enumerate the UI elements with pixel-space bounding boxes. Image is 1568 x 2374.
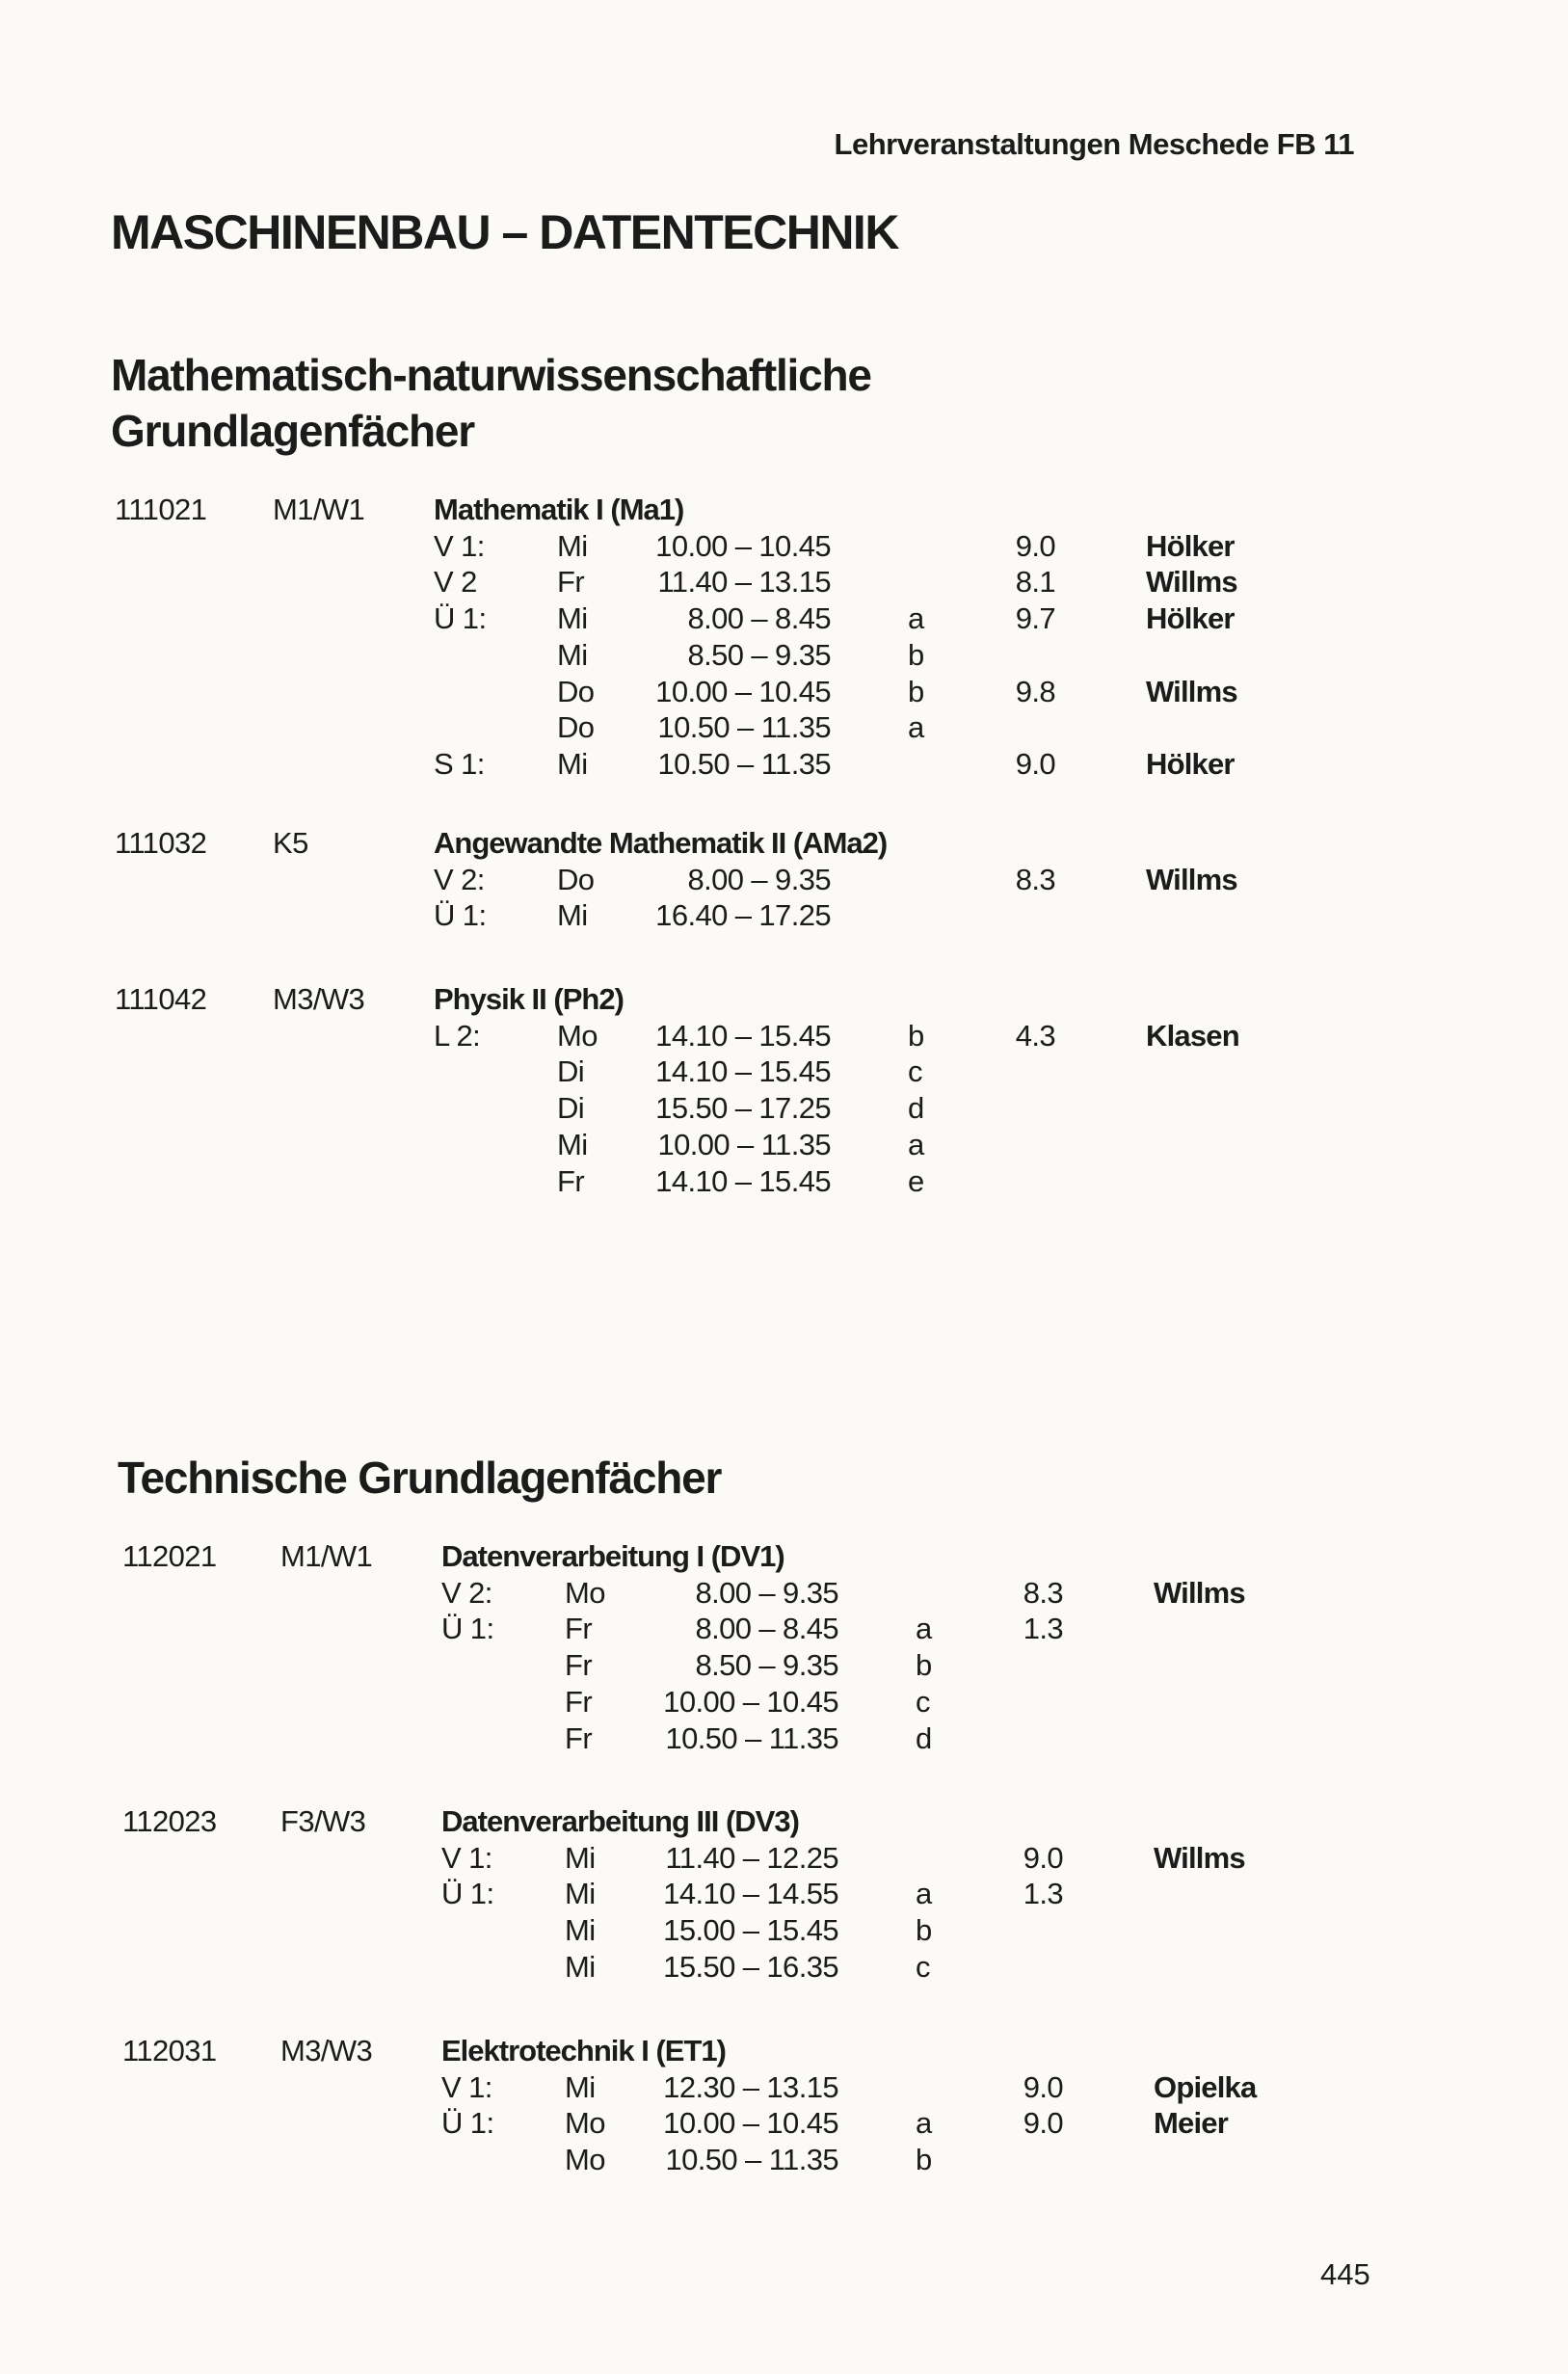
session-type: Ü 1: (441, 1877, 494, 1911)
weekday: Mi (565, 1877, 596, 1911)
schedule-row (0, 1090, 1568, 1127)
course-kind: M1/W1 (273, 493, 365, 526)
schedule-row (8, 2105, 1568, 2142)
session-type: V 2 (434, 565, 477, 600)
schedule-row (0, 862, 1568, 898)
group: c (908, 1054, 922, 1089)
course-kind: M3/W3 (280, 2034, 373, 2067)
section-title (111, 347, 871, 459)
weekday: Fr (565, 1612, 593, 1646)
course-title: Datenverarbeitung I (DV1) (441, 1539, 784, 1573)
group: d (916, 1720, 932, 1755)
room: 1.3 (1023, 1877, 1063, 1911)
room: 9.0 (1023, 2069, 1063, 2104)
group: a (908, 1127, 924, 1161)
running-head: Lehrveranstaltungen Meschede FB 11 (834, 127, 1354, 161)
course-code: 111042 (115, 982, 207, 1016)
weekday: Do (557, 710, 595, 745)
group: a (916, 1612, 932, 1646)
weekday: Mi (565, 1840, 596, 1875)
course-title: Elektrotechnik I (ET1) (441, 2034, 726, 2067)
time-range: 10.00 – 10.45 (655, 674, 831, 708)
weekday: Fr (557, 1163, 585, 1198)
group: b (908, 1018, 924, 1053)
course-kind: K5 (273, 826, 308, 860)
session-type: L 2: (434, 1018, 481, 1053)
course-title: Mathematik I (Ma1) (434, 493, 684, 526)
session-type: S 1: (434, 746, 485, 781)
schedule-row (0, 564, 1568, 600)
group: a (908, 710, 924, 745)
schedule-row (0, 709, 1568, 746)
weekday: Mo (565, 2106, 605, 2141)
weekday: Mi (565, 2069, 596, 2104)
schedule-row (0, 637, 1568, 674)
time-range: 10.50 – 11.35 (657, 746, 831, 781)
lecturer: Willms (1146, 674, 1237, 708)
weekday: Mi (557, 637, 588, 672)
lecturer: Hölker (1146, 601, 1235, 636)
room: 8.3 (1023, 1575, 1063, 1610)
group: a (916, 2106, 932, 2141)
time-range: 8.00 – 9.35 (687, 862, 831, 896)
section-title-line: Mathematisch-naturwissenschaftliche (111, 350, 871, 400)
schedule-row (8, 1611, 1568, 1647)
time-range: 10.50 – 11.35 (665, 2143, 838, 2177)
weekday: Di (557, 1091, 585, 1126)
schedule-row (8, 1720, 1568, 1757)
weekday: Mo (565, 2143, 605, 2177)
room: 9.0 (1023, 2106, 1063, 2141)
session-type: V 2: (441, 1575, 492, 1610)
lecturer: Meier (1154, 2106, 1228, 2141)
weekday: Mi (557, 746, 588, 781)
page-number: 445 (1320, 2257, 1370, 2291)
time-range: 15.50 – 17.25 (655, 1091, 831, 1126)
lecturer: Willms (1154, 1840, 1245, 1875)
time-range: 10.00 – 11.35 (657, 1127, 831, 1161)
weekday: Mo (557, 1018, 598, 1053)
time-range: 11.40 – 13.15 (657, 565, 831, 600)
group: c (916, 1684, 930, 1719)
weekday: Mi (557, 601, 588, 636)
room: 4.3 (1015, 1018, 1055, 1053)
time-range: 10.50 – 11.35 (657, 710, 831, 745)
room: 9.0 (1015, 746, 1055, 781)
weekday: Fr (565, 1684, 593, 1719)
schedule-row (0, 674, 1568, 710)
time-range: 8.00 – 8.45 (687, 601, 831, 636)
lecturer: Willms (1146, 565, 1237, 600)
schedule-row (0, 897, 1568, 934)
time-range: 15.50 – 16.35 (663, 1949, 838, 1984)
lecturer: Hölker (1146, 528, 1235, 563)
time-range: 14.10 – 15.45 (655, 1054, 831, 1089)
weekday: Mi (557, 528, 588, 563)
schedule-row (0, 746, 1568, 783)
session-type: Ü 1: (434, 601, 487, 636)
session-type: V 1: (434, 528, 485, 563)
time-range: 10.00 – 10.45 (663, 1684, 838, 1719)
course-code: 111021 (115, 493, 207, 526)
group: c (916, 1949, 930, 1984)
group: a (916, 1877, 932, 1911)
weekday: Mi (557, 898, 588, 933)
weekday: Mo (565, 1575, 605, 1610)
course-code: 112021 (122, 1539, 217, 1573)
time-range: 16.40 – 17.25 (655, 898, 831, 933)
room: 9.0 (1015, 528, 1055, 563)
lecturer: Willms (1154, 1575, 1245, 1610)
course-kind: M3/W3 (273, 982, 365, 1016)
group: a (908, 601, 924, 636)
schedule-row (0, 528, 1568, 565)
group: e (908, 1163, 924, 1198)
room: 8.3 (1015, 862, 1055, 896)
time-range: 8.00 – 8.45 (695, 1612, 838, 1646)
schedule-row (8, 1876, 1568, 1912)
group: d (908, 1091, 924, 1126)
course-title: Datenverarbeitung III (DV3) (441, 1804, 799, 1838)
weekday: Di (557, 1054, 585, 1089)
section-title (118, 1450, 721, 1506)
room: 9.8 (1015, 674, 1055, 708)
session-type: Ü 1: (434, 898, 487, 933)
room: 9.7 (1015, 601, 1055, 636)
time-range: 8.50 – 9.35 (687, 637, 831, 672)
weekday: Mi (557, 1127, 588, 1161)
session-type: Ü 1: (441, 2106, 494, 2141)
time-range: 15.00 – 15.45 (663, 1913, 838, 1948)
schedule-row (8, 1949, 1568, 1986)
lecturer: Opielka (1154, 2069, 1257, 2104)
group: b (916, 1913, 932, 1948)
session-type: V 1: (441, 1840, 492, 1875)
weekday: Fr (565, 1648, 593, 1683)
group: b (916, 2143, 932, 2177)
schedule-row (8, 1647, 1568, 1684)
weekday: Do (557, 674, 595, 708)
weekday: Fr (557, 565, 585, 600)
time-range: 14.10 – 15.45 (655, 1163, 831, 1198)
schedule-row (0, 1127, 1568, 1163)
time-range: 10.00 – 10.45 (663, 2106, 838, 2141)
course-title: Physik II (Ph2) (434, 982, 624, 1016)
section-title-line: Grundlagenfächer (111, 406, 474, 456)
course-code: 112023 (122, 1804, 217, 1838)
group: b (908, 637, 924, 672)
time-range: 10.00 – 10.45 (655, 528, 831, 563)
session-type: V 2: (434, 862, 485, 896)
weekday: Mi (565, 1949, 596, 1984)
time-range: 11.40 – 12.25 (665, 1840, 838, 1875)
session-type: Ü 1: (441, 1612, 494, 1646)
time-range: 8.00 – 9.35 (695, 1575, 838, 1610)
schedule-row (0, 1054, 1568, 1090)
section-title-line: Technische Grundlagenfächer (118, 1453, 722, 1503)
room: 1.3 (1023, 1612, 1063, 1646)
time-range: 10.50 – 11.35 (665, 1720, 838, 1755)
schedule-row (8, 1684, 1568, 1720)
time-range: 14.10 – 14.55 (663, 1877, 838, 1911)
session-type: V 1: (441, 2069, 492, 2104)
schedule-row (8, 1840, 1568, 1877)
schedule-row (8, 1912, 1568, 1949)
time-range: 14.10 – 15.45 (655, 1018, 831, 1053)
course-kind: M1/W1 (280, 1539, 373, 1573)
schedule-row (0, 1163, 1568, 1200)
schedule-row (8, 2069, 1568, 2106)
course-code: 112031 (122, 2034, 217, 2067)
page-title: MASCHINENBAU – DATENTECHNIK (111, 205, 898, 259)
schedule-row (0, 1018, 1568, 1054)
weekday: Do (557, 862, 595, 896)
schedule-row (0, 600, 1568, 637)
course-code: 111032 (115, 826, 207, 860)
group: b (916, 1648, 932, 1683)
schedule-row (8, 1575, 1568, 1612)
group: b (908, 674, 924, 708)
lecturer: Klasen (1146, 1018, 1239, 1053)
time-range: 8.50 – 9.35 (695, 1648, 838, 1683)
lecturer: Willms (1146, 862, 1237, 896)
time-range: 12.30 – 13.15 (663, 2069, 838, 2104)
weekday: Mi (565, 1913, 596, 1948)
schedule-row (8, 2142, 1568, 2178)
lecturer: Hölker (1146, 746, 1235, 781)
room: 8.1 (1015, 565, 1055, 600)
course-title: Angewandte Mathematik II (AMa2) (434, 826, 888, 860)
course-kind: F3/W3 (280, 1804, 366, 1838)
weekday: Fr (565, 1720, 593, 1755)
room: 9.0 (1023, 1840, 1063, 1875)
